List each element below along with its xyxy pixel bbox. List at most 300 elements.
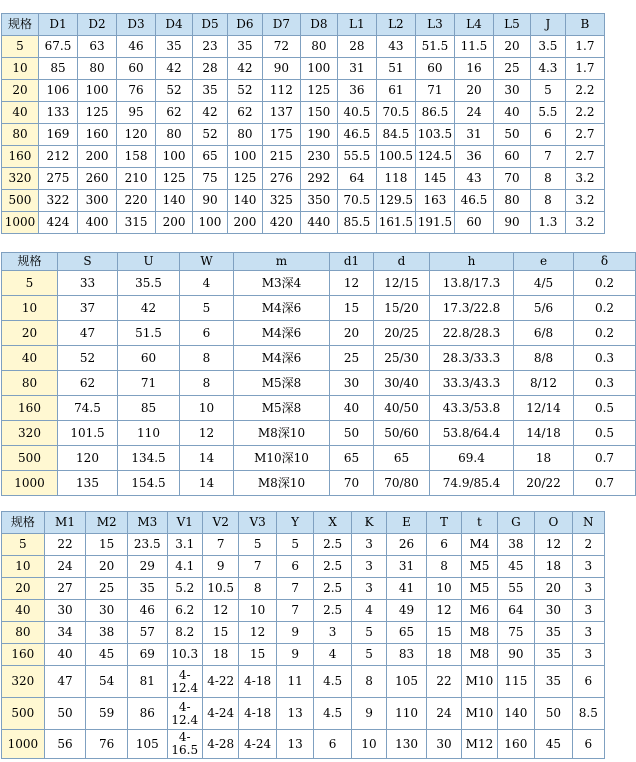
column-header: V3 xyxy=(239,512,276,534)
table-cell: 8 xyxy=(180,346,234,371)
table-cell: 2.5 xyxy=(314,534,351,556)
table-cell: 10 xyxy=(426,578,461,600)
table-cell: 2.5 xyxy=(314,556,351,578)
table-cell: 24 xyxy=(454,102,493,124)
table-cell: 154.5 xyxy=(118,471,180,496)
table-cell: 125 xyxy=(156,168,193,190)
table-cell: 10 xyxy=(239,600,276,622)
column-header: h xyxy=(430,253,514,271)
dimension-table-3 xyxy=(1,511,605,759)
table-cell: 140 xyxy=(497,698,534,730)
table-cell: 8 xyxy=(426,556,461,578)
table-cell: 220 xyxy=(117,190,156,212)
row-spec-cell: 160 xyxy=(2,146,39,168)
table-cell: 5 xyxy=(351,622,386,644)
table-cell: M8 xyxy=(462,644,497,666)
row-spec-cell: 40 xyxy=(2,346,58,371)
table-cell: 51 xyxy=(376,58,415,80)
table-cell: 106 xyxy=(38,80,77,102)
dimension-table-1 xyxy=(1,13,605,234)
table-row xyxy=(2,36,605,58)
table-cell: 2.2 xyxy=(565,80,604,102)
table-cell: 105 xyxy=(128,730,168,759)
table-cell: 22 xyxy=(44,534,86,556)
table-cell: 35 xyxy=(193,80,228,102)
table-row xyxy=(2,168,605,190)
table-cell: 120 xyxy=(58,446,118,471)
column-header: K xyxy=(351,512,386,534)
table-cell: 45 xyxy=(535,730,572,759)
table-cell: 424 xyxy=(38,212,77,234)
column-header: t xyxy=(462,512,497,534)
row-spec-cell: 320 xyxy=(2,666,45,698)
table-cell: 8 xyxy=(239,578,276,600)
table-row xyxy=(2,446,636,471)
table-cell: 61 xyxy=(376,80,415,102)
table-cell: 42 xyxy=(193,102,228,124)
column-header: U xyxy=(118,253,180,271)
table-cell: 70 xyxy=(330,471,374,496)
table-cell: 163 xyxy=(415,190,454,212)
table-cell: 20 xyxy=(493,36,530,58)
table-cell: 12 xyxy=(202,600,238,622)
table-cell: 260 xyxy=(78,168,117,190)
table-cell: 0.3 xyxy=(574,371,636,396)
table-cell: 15 xyxy=(239,644,276,666)
table-cell: 190 xyxy=(300,124,337,146)
column-header: B xyxy=(565,14,604,36)
table-cell: 62 xyxy=(156,102,193,124)
table-cell: 56 xyxy=(44,730,86,759)
table-cell: 2 xyxy=(572,534,604,556)
table-cell: 20 xyxy=(535,578,572,600)
table-cell: 315 xyxy=(117,212,156,234)
table-cell: 15/20 xyxy=(374,296,430,321)
table-cell: 4-18 xyxy=(239,666,276,698)
column-header: D7 xyxy=(262,14,300,36)
table-cell: 2.5 xyxy=(314,578,351,600)
table-cell: 6 xyxy=(276,556,313,578)
table-cell: M3深4 xyxy=(234,271,330,296)
table-cell: 4-12.4 xyxy=(167,666,202,698)
table-cell: 38 xyxy=(86,622,128,644)
table-cell: 36 xyxy=(454,146,493,168)
table-row xyxy=(2,212,605,234)
table-cell: 160 xyxy=(78,124,117,146)
table-cell: 134.5 xyxy=(118,446,180,471)
table-cell: 62 xyxy=(58,371,118,396)
table-cell: 35 xyxy=(156,36,193,58)
table-cell: 160 xyxy=(497,730,534,759)
column-header: E xyxy=(387,512,427,534)
table-cell: 9 xyxy=(351,698,386,730)
column-header: L3 xyxy=(415,14,454,36)
table-cell: 64 xyxy=(337,168,376,190)
table-cell: 3 xyxy=(314,622,351,644)
row-spec-cell: 5 xyxy=(2,36,39,58)
table-cell: 57 xyxy=(128,622,168,644)
table-cell: 71 xyxy=(118,371,180,396)
table-cell: 3 xyxy=(572,622,604,644)
table-cell: 150 xyxy=(300,102,337,124)
table-cell: 10.3 xyxy=(167,644,202,666)
table-cell: 3 xyxy=(572,644,604,666)
table-cell: 70/80 xyxy=(374,471,430,496)
table-cell: 3 xyxy=(351,556,386,578)
table-cell: 55 xyxy=(497,578,534,600)
table-cell: 17.3/22.8 xyxy=(430,296,514,321)
table-cell: 4.3 xyxy=(530,58,565,80)
table-cell: 3.1 xyxy=(167,534,202,556)
table-cell: 65 xyxy=(330,446,374,471)
header-row xyxy=(2,512,605,534)
table-cell: 67.5 xyxy=(38,36,77,58)
row-spec-cell: 160 xyxy=(2,644,45,666)
table-cell: 28 xyxy=(193,58,228,80)
table-cell: M5深8 xyxy=(234,371,330,396)
table-cell: 12 xyxy=(239,622,276,644)
table-cell: 18 xyxy=(426,644,461,666)
column-header: m xyxy=(234,253,330,271)
table-cell: M8深10 xyxy=(234,471,330,496)
table-cell: 69.4 xyxy=(430,446,514,471)
table-cell: 76 xyxy=(86,730,128,759)
table-cell: 86 xyxy=(128,698,168,730)
header-row xyxy=(2,253,636,271)
table-cell: 33.3/43.3 xyxy=(430,371,514,396)
row-spec-cell: 20 xyxy=(2,80,39,102)
table-cell: 50 xyxy=(44,698,86,730)
table-cell: 53.8/64.4 xyxy=(430,421,514,446)
row-spec-cell: 500 xyxy=(2,446,58,471)
table-cell: 4.1 xyxy=(167,556,202,578)
table-cell: 52 xyxy=(227,80,262,102)
table-cell: 9 xyxy=(276,622,313,644)
table-cell: 5 xyxy=(351,644,386,666)
table-cell: 42 xyxy=(156,58,193,80)
table-cell: 47 xyxy=(58,321,118,346)
table-cell: 200 xyxy=(78,146,117,168)
column-header: D6 xyxy=(227,14,262,36)
row-spec-cell: 5 xyxy=(2,271,58,296)
table-cell: 30/40 xyxy=(374,371,430,396)
column-header: D3 xyxy=(117,14,156,36)
row-spec-cell: 500 xyxy=(2,190,39,212)
table-cell: 45 xyxy=(86,644,128,666)
column-header: T xyxy=(426,512,461,534)
table-cell: 110 xyxy=(387,698,427,730)
table-row xyxy=(2,271,636,296)
table-cell: 47 xyxy=(44,666,86,698)
table-cell: 350 xyxy=(300,190,337,212)
table-cell: 100 xyxy=(193,212,228,234)
table-row xyxy=(2,644,605,666)
table-cell: 12 xyxy=(330,271,374,296)
row-spec-cell: 80 xyxy=(2,124,39,146)
table-cell: 158 xyxy=(117,146,156,168)
table-cell: 4-28 xyxy=(202,730,238,759)
table-row xyxy=(2,102,605,124)
table-cell: 43 xyxy=(376,36,415,58)
table-cell: 23 xyxy=(193,36,228,58)
table-cell: M12 xyxy=(462,730,497,759)
table-cell: 30 xyxy=(44,600,86,622)
table-cell: 400 xyxy=(78,212,117,234)
table-cell: 70.5 xyxy=(376,102,415,124)
row-spec-cell: 80 xyxy=(2,622,45,644)
table-cell: 13.8/17.3 xyxy=(430,271,514,296)
table-cell: 81 xyxy=(128,666,168,698)
table-row xyxy=(2,471,636,496)
table-cell: 80 xyxy=(78,58,117,80)
column-header: J xyxy=(530,14,565,36)
table-cell: 212 xyxy=(38,146,77,168)
table-cell: 292 xyxy=(300,168,337,190)
table-cell: 42 xyxy=(227,58,262,80)
table-cell: 5/6 xyxy=(514,296,574,321)
table-cell: M4深6 xyxy=(234,321,330,346)
dimension-table-2 xyxy=(1,252,636,496)
table-row xyxy=(2,556,605,578)
table-cell: 161.5 xyxy=(376,212,415,234)
table-cell: 137 xyxy=(262,102,300,124)
table-cell: 60 xyxy=(117,58,156,80)
table-cell: 103.5 xyxy=(415,124,454,146)
table-cell: 9 xyxy=(276,644,313,666)
table-cell: 30 xyxy=(535,600,572,622)
table-cell: 22.8/28.3 xyxy=(430,321,514,346)
table-cell: 8/12 xyxy=(514,371,574,396)
table-cell: 191.5 xyxy=(415,212,454,234)
table-cell: 31 xyxy=(337,58,376,80)
table-cell: 46 xyxy=(128,600,168,622)
table-cell: 43 xyxy=(454,168,493,190)
table-cell: 63 xyxy=(78,36,117,58)
table-row xyxy=(2,190,605,212)
table-cell: 10.5 xyxy=(202,578,238,600)
table-cell: 0.3 xyxy=(574,346,636,371)
table-cell: 31 xyxy=(387,556,427,578)
table-cell: 6 xyxy=(180,321,234,346)
column-header: e xyxy=(514,253,574,271)
table-cell: 74.5 xyxy=(58,396,118,421)
table-cell: 60 xyxy=(415,58,454,80)
table-cell: 215 xyxy=(262,146,300,168)
table-cell: 200 xyxy=(156,212,193,234)
table-row xyxy=(2,371,636,396)
column-header: L2 xyxy=(376,14,415,36)
row-spec-cell: 1000 xyxy=(2,730,45,759)
table-cell: 275 xyxy=(38,168,77,190)
table-cell: 72 xyxy=(262,36,300,58)
table-cell: M10 xyxy=(462,698,497,730)
header-row xyxy=(2,14,605,36)
table-cell: 16 xyxy=(454,58,493,80)
table-cell: 3.2 xyxy=(565,212,604,234)
table-cell: 27 xyxy=(44,578,86,600)
table-cell: 5 xyxy=(239,534,276,556)
table-cell: 35 xyxy=(128,578,168,600)
table-row xyxy=(2,146,605,168)
table-cell: 37 xyxy=(58,296,118,321)
table-cell: 124.5 xyxy=(415,146,454,168)
table-row xyxy=(2,666,605,698)
table-cell: 25 xyxy=(330,346,374,371)
table-cell: 0.7 xyxy=(574,471,636,496)
row-spec-cell: 20 xyxy=(2,578,45,600)
table-cell: 85 xyxy=(38,58,77,80)
table-cell: 90 xyxy=(262,58,300,80)
table-cell: 6 xyxy=(314,730,351,759)
table-cell: 4-24 xyxy=(202,698,238,730)
table-cell: 440 xyxy=(300,212,337,234)
table-cell: 65 xyxy=(374,446,430,471)
table-cell: 118 xyxy=(376,168,415,190)
table-cell: 38 xyxy=(497,534,534,556)
table-cell: 300 xyxy=(78,190,117,212)
table-cell: 145 xyxy=(415,168,454,190)
table-cell: 1.3 xyxy=(530,212,565,234)
table-cell: 12 xyxy=(535,534,572,556)
table-cell: 69 xyxy=(128,644,168,666)
table-cell: 4-16.5 xyxy=(167,730,202,759)
table-cell: 52 xyxy=(193,124,228,146)
table-cell: 8 xyxy=(530,168,565,190)
table-cell: 3 xyxy=(572,600,604,622)
column-header: Y xyxy=(276,512,313,534)
table-cell: 7 xyxy=(202,534,238,556)
column-header: d xyxy=(374,253,430,271)
table-cell: 100 xyxy=(300,58,337,80)
table-cell: 20/22 xyxy=(514,471,574,496)
table-cell: 12 xyxy=(426,600,461,622)
table-cell: 0.5 xyxy=(574,396,636,421)
table-cell: 6 xyxy=(426,534,461,556)
column-header: D8 xyxy=(300,14,337,36)
table-cell: 11.5 xyxy=(454,36,493,58)
table-cell: 20 xyxy=(454,80,493,102)
table-cell: 0.5 xyxy=(574,421,636,446)
table-cell: 15 xyxy=(202,622,238,644)
table-row xyxy=(2,600,605,622)
column-header: L4 xyxy=(454,14,493,36)
table-cell: 23.5 xyxy=(128,534,168,556)
table-cell: 125 xyxy=(300,80,337,102)
table-cell: 20 xyxy=(86,556,128,578)
table-cell: 7 xyxy=(276,600,313,622)
table-cell: 26 xyxy=(387,534,427,556)
table-cell: 420 xyxy=(262,212,300,234)
row-spec-cell: 1000 xyxy=(2,471,58,496)
table-cell: 35 xyxy=(227,36,262,58)
table-cell: 33 xyxy=(58,271,118,296)
column-header: M1 xyxy=(44,512,86,534)
table-cell: 64 xyxy=(497,600,534,622)
table-cell: 30 xyxy=(330,371,374,396)
table-cell: 80 xyxy=(156,124,193,146)
column-header: O xyxy=(535,512,572,534)
row-spec-cell: 320 xyxy=(2,168,39,190)
table-cell: 0.2 xyxy=(574,321,636,346)
table-cell: 325 xyxy=(262,190,300,212)
table-row xyxy=(2,80,605,102)
table-cell: 65 xyxy=(193,146,228,168)
column-header: W xyxy=(180,253,234,271)
table-cell: 45 xyxy=(497,556,534,578)
table-cell: 20/25 xyxy=(374,321,430,346)
table-cell: 28.3/33.3 xyxy=(430,346,514,371)
table-cell: 14 xyxy=(180,471,234,496)
table-cell: 6 xyxy=(530,124,565,146)
column-header: S xyxy=(58,253,118,271)
row-spec-cell: 10 xyxy=(2,556,45,578)
table-cell: 5 xyxy=(276,534,313,556)
table-cell: 175 xyxy=(262,124,300,146)
table-cell: 51.5 xyxy=(415,36,454,58)
table-cell: 60 xyxy=(493,146,530,168)
table-cell: 0.7 xyxy=(574,446,636,471)
row-spec-cell: 500 xyxy=(2,698,45,730)
row-spec-cell: 10 xyxy=(2,58,39,80)
table-cell: 40.5 xyxy=(337,102,376,124)
table-cell: 13 xyxy=(276,698,313,730)
row-spec-cell: 40 xyxy=(2,102,39,124)
table-cell: 25/30 xyxy=(374,346,430,371)
column-header: L1 xyxy=(337,14,376,36)
table-cell: 3 xyxy=(351,578,386,600)
table-cell: 3 xyxy=(351,534,386,556)
column-header: V1 xyxy=(167,512,202,534)
table-cell: 46.5 xyxy=(337,124,376,146)
table-row xyxy=(2,534,605,556)
column-header: X xyxy=(314,512,351,534)
table-cell: 101.5 xyxy=(58,421,118,446)
table-cell: 40 xyxy=(330,396,374,421)
table-cell: 80 xyxy=(300,36,337,58)
table-row xyxy=(2,321,636,346)
table-cell: 15 xyxy=(86,534,128,556)
table-cell: 322 xyxy=(38,190,77,212)
table-cell: 6 xyxy=(572,730,604,759)
column-header: M3 xyxy=(128,512,168,534)
table-cell: 2.7 xyxy=(565,146,604,168)
table-cell: 2.7 xyxy=(565,124,604,146)
table-cell: 30 xyxy=(493,80,530,102)
table-row xyxy=(2,698,605,730)
table-cell: 46.5 xyxy=(454,190,493,212)
table-cell: M8深10 xyxy=(234,421,330,446)
table-cell: 83 xyxy=(387,644,427,666)
table-cell: 71 xyxy=(415,80,454,102)
table-cell: 0.2 xyxy=(574,271,636,296)
table-cell: 40 xyxy=(44,644,86,666)
table-cell: 70.5 xyxy=(337,190,376,212)
table-row xyxy=(2,396,636,421)
column-header: M2 xyxy=(86,512,128,534)
table-cell: 100 xyxy=(156,146,193,168)
table-cell: 1.7 xyxy=(565,58,604,80)
table-cell: M6 xyxy=(462,600,497,622)
table-cell: 50 xyxy=(535,698,572,730)
table-cell: 129.5 xyxy=(376,190,415,212)
table-cell: 30 xyxy=(86,600,128,622)
table-cell: 14/18 xyxy=(514,421,574,446)
table-cell: 18 xyxy=(202,644,238,666)
table-cell: 35 xyxy=(535,666,572,698)
column-header: D1 xyxy=(38,14,77,36)
table-cell: M5深8 xyxy=(234,396,330,421)
table-cell: 105 xyxy=(387,666,427,698)
